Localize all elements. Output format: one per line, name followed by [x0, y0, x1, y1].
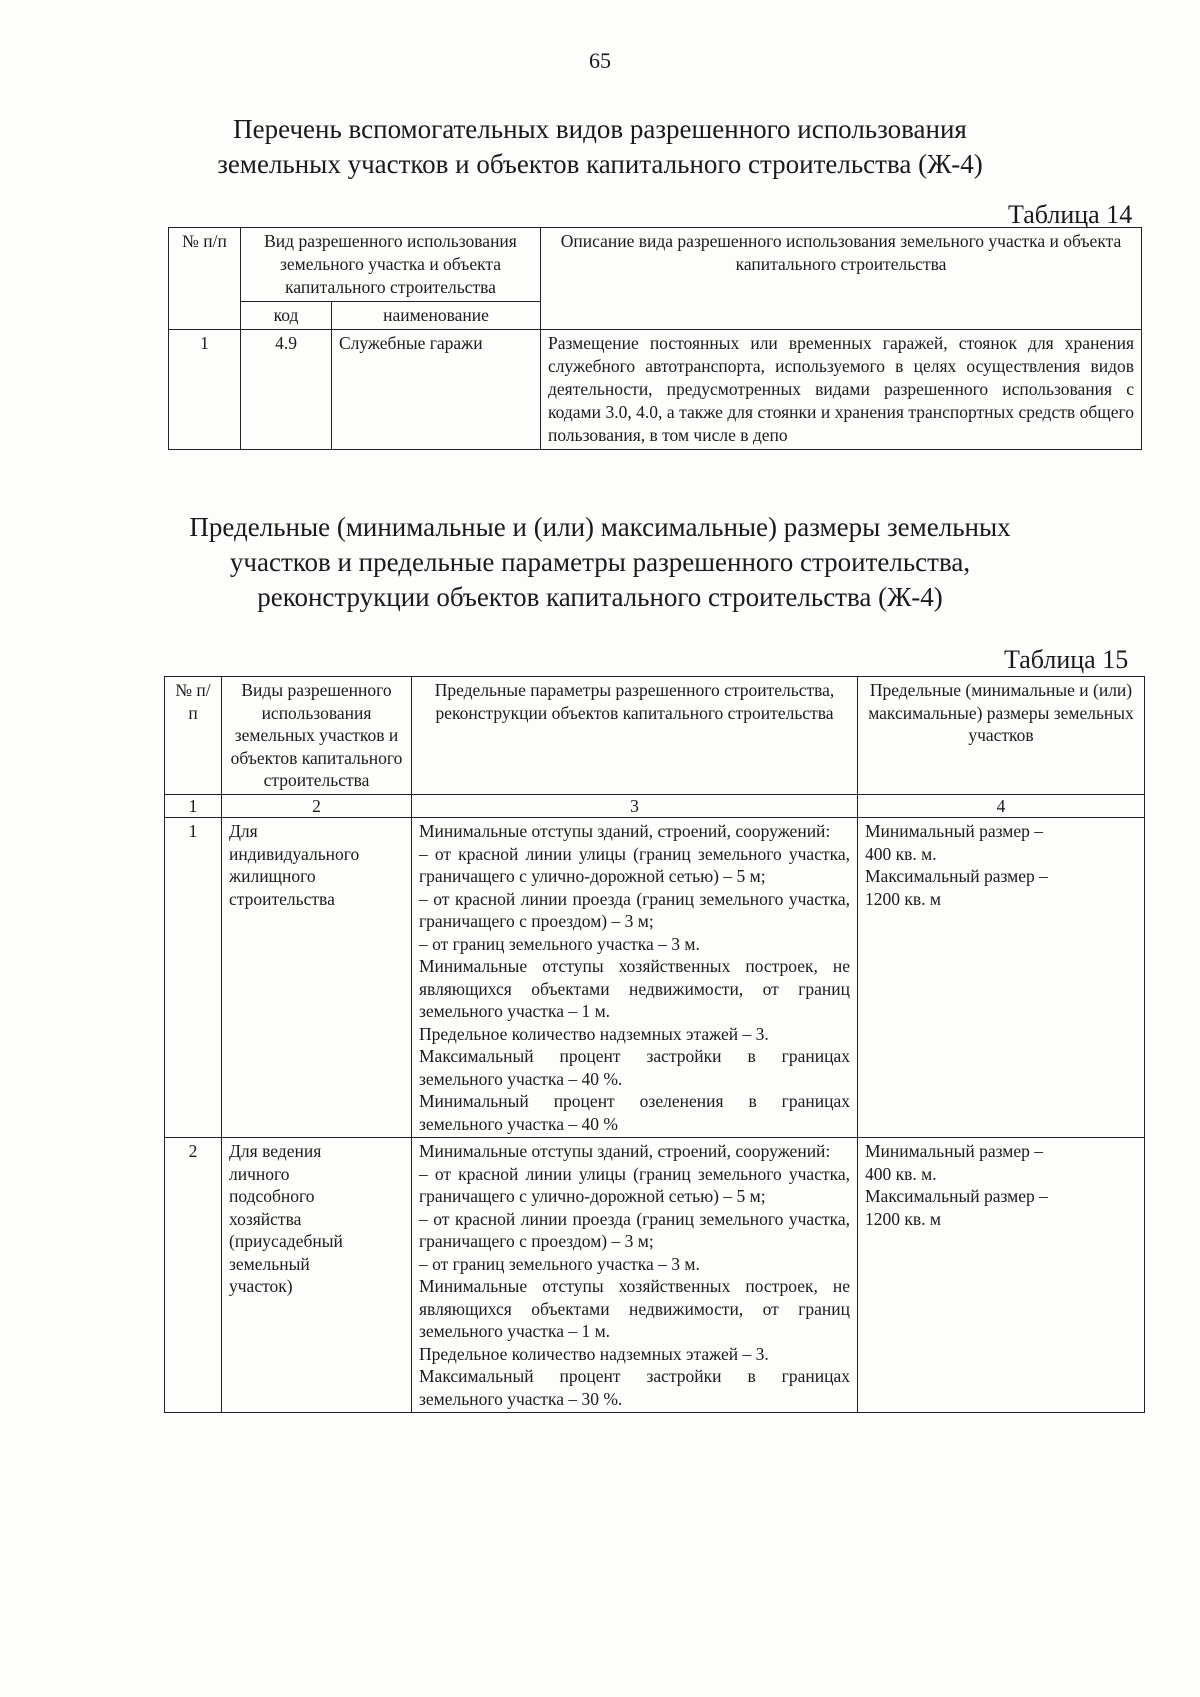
- header-num: № п/п: [169, 228, 241, 330]
- row-description: Размещение постоянных или временных гаражей, стоянок для хранения служебного автотранспорта, используемого в целях осуществления видов деятельности, предусмотренных видами разрешенного использования с кодами 3.0, 4.0, а также для стоянки и хранения транспортных средств общего пользования, в том числе в депо: [541, 330, 1142, 450]
- param-line: Минимальные отступы зданий, строений, сооружений:: [419, 821, 831, 841]
- row-num: 2: [165, 1138, 222, 1413]
- row-code: 4.9: [241, 330, 332, 450]
- section2-title-line: Предельные (минимальные и (или) максимальные) размеры земельных: [189, 512, 1011, 542]
- kind-line: (приусадебный: [229, 1231, 343, 1251]
- row-sizes: [858, 1138, 1145, 1413]
- param-line: Предельное количество надземных этажей – 3.: [419, 1343, 769, 1364]
- section2-title: [0, 510, 1200, 615]
- size-line: 1200 кв. м: [865, 888, 941, 909]
- page-number: 65: [589, 48, 611, 73]
- section2-title-line: реконструкции объектов капитального строительства (Ж-4): [257, 582, 943, 612]
- row-kind: [222, 1138, 412, 1413]
- param-line: Минимальные отступы хозяйственных построек, не являющихся объектами недвижимости, от границ земельного участка – 1 м.: [419, 1276, 850, 1341]
- size-line: 1200 кв. м: [865, 1208, 941, 1229]
- size-line: 400 кв. м.: [865, 843, 937, 864]
- table-14: [168, 227, 1142, 450]
- header-name: наименование: [332, 302, 541, 330]
- kind-line: жилищного: [229, 866, 316, 886]
- table-row: [165, 818, 1145, 1138]
- param-line: Минимальные отступы зданий, строений, сооружений:: [419, 1141, 831, 1161]
- table15-caption: Таблица 15: [1004, 645, 1129, 674]
- kind-line: личного: [229, 1163, 290, 1184]
- param-line: – от границ земельного участка – 3 м.: [419, 933, 700, 954]
- header-code: код: [241, 302, 332, 330]
- kind-line: подсобного: [229, 1186, 315, 1206]
- kind-line: Для ведения: [229, 1141, 322, 1161]
- size-line: Минимальный размер –: [865, 821, 1044, 841]
- header-sizes: Предельные (минимальные и (или) максимальные) размеры земельных участков: [858, 677, 1145, 795]
- header-num: № п/п: [165, 677, 222, 795]
- row-num: 1: [165, 818, 222, 1138]
- param-line: – от красной линии улицы (границ земельного участка, граничащего с улично-дорожной сетью) – 5 м;: [419, 843, 850, 886]
- table-row: [169, 330, 1142, 450]
- param-line: – от границ земельного участка – 3 м.: [419, 1253, 700, 1274]
- table14-caption: Таблица 14: [1008, 200, 1133, 229]
- param-line: – от красной линии улицы (границ земельного участка, граничащего с улично-дорожной сетью) – 5 м;: [419, 1163, 850, 1206]
- section1-title-line: земельных участков и объектов капитального строительства (Ж-4): [217, 149, 983, 179]
- row-params: [412, 1138, 858, 1413]
- row-num: 1: [169, 330, 241, 450]
- size-line: Максимальный размер –: [865, 866, 1048, 886]
- column-number: 4: [858, 794, 1145, 818]
- kind-line: земельный: [229, 1253, 310, 1274]
- param-line: Предельное количество надземных этажей – 3.: [419, 1023, 769, 1044]
- param-line: Минимальные отступы хозяйственных построек, не являющихся объектами недвижимости, от границ земельного участка – 1 м.: [419, 956, 850, 1021]
- header-kind: Вид разрешенного использования земельного участка и объекта капитального строительства: [241, 228, 541, 302]
- size-line: Минимальный размер –: [865, 1141, 1044, 1161]
- table-15: [164, 676, 1145, 1413]
- kind-line: участок): [229, 1276, 293, 1296]
- kind-line: хозяйства: [229, 1208, 302, 1229]
- header-kind: Виды разрешенного использования земельных участков и объектов капитального строительства: [222, 677, 412, 795]
- size-line: 400 кв. м.: [865, 1163, 937, 1184]
- row-sizes: [858, 818, 1145, 1138]
- kind-line: индивидуального: [229, 843, 360, 864]
- param-line: Максимальный процент застройки в границах земельного участка – 40 %.: [419, 1046, 850, 1089]
- row-params: [412, 818, 858, 1138]
- size-line: Максимальный размер –: [865, 1186, 1048, 1206]
- param-line: Минимальный процент озеленения в границах земельного участка – 40 %: [419, 1091, 850, 1134]
- column-number: 2: [222, 794, 412, 818]
- kind-line: Для: [229, 821, 258, 841]
- column-number: 1: [165, 794, 222, 818]
- header-params: Предельные параметры разрешенного строительства, реконструкции объектов капитального строительства: [412, 677, 858, 795]
- kind-line: строительства: [229, 888, 335, 909]
- param-line: Максимальный процент застройки в границах земельного участка – 30 %.: [419, 1366, 850, 1409]
- column-number: 3: [412, 794, 858, 818]
- header-description: Описание вида разрешенного использования земельного участка и объекта капитального строительства: [541, 228, 1142, 330]
- param-line: – от красной линии проезда (границ земельного участка, граничащего с проездом) – 3 м;: [419, 1208, 850, 1251]
- row-kind: [222, 818, 412, 1138]
- section1-title: [0, 112, 1200, 182]
- table-row: [165, 1138, 1145, 1413]
- param-line: – от красной линии проезда (границ земельного участка, граничащего с проездом) – 3 м;: [419, 888, 850, 931]
- section2-title-line: участков и предельные параметры разрешенного строительства,: [229, 547, 971, 577]
- row-name: Служебные гаражи: [332, 330, 541, 450]
- section1-title-line: Перечень вспомогательных видов разрешенного использования: [233, 114, 967, 144]
